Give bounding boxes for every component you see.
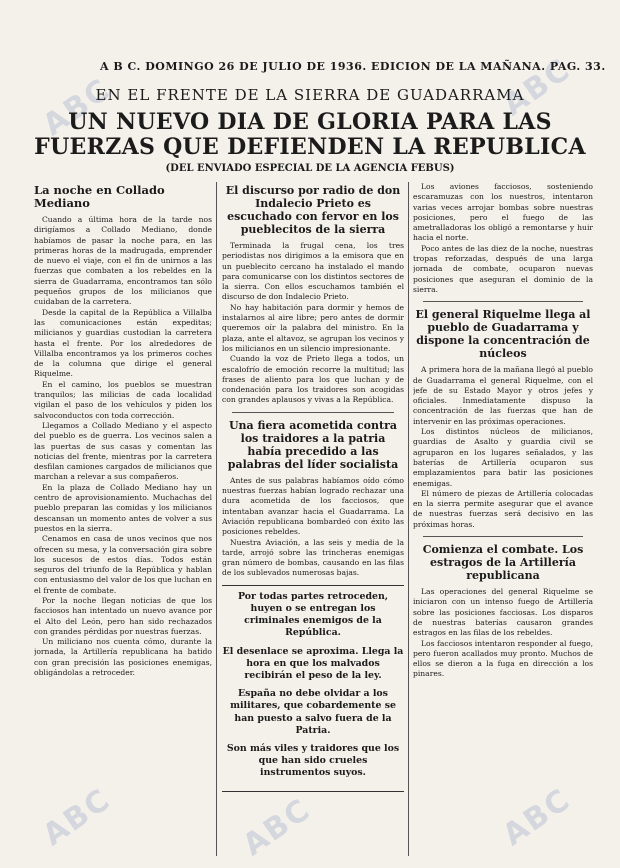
separator [423, 301, 583, 302]
highlight-box [222, 585, 404, 792]
col3-paragraph: El número de piezas de Artillería colocadas en la sierra permite asegurar que el avance de nuestras fuerzas será decisivo en las próximas horas. [413, 488, 593, 529]
abc-watermark-5: ABC [496, 781, 578, 854]
col3-paragraph: Los distintos núcleos de milicianos, guardias de Asalto y guardia civil se agruparon en los lugares señalados, y las baterías de Artillería ocuparon sus emplazamientos para batir las posiciones enemigas. [413, 427, 593, 488]
col2-heading: El discurso por radio de don Indalecio Prieto es escuchado con fervor en los pueblecitos de la sierra [225, 184, 401, 236]
col1-paragraph: Por la noche llegan noticias de que los facciosos han intentado un nuevo avance por el Alto del León, pero han sido rechazados con grandes pérdidas por nuestras fuerzas. [34, 595, 212, 636]
col2-paragraph: Nuestra Aviación, a las seis y media de la tarde, arrojó sobre las trincheras enemigas gran número de bombas, causando en las filas de los sublevados numerosas bajas. [222, 537, 404, 578]
byline: (DEL ENVIADO ESPECIAL DE LA AGENCIA FEBUS) [165, 163, 455, 174]
col2-paragraph: Cuando la voz de Prieto llega a todos, un escalofrío de emoción recorre la multitud; las frases de aliento para los que luchan y de condenación para los traidores son acogidas con grandes aplausos y vivas a la República. [222, 354, 404, 405]
box-line: Son más viles y traidores que los que han sido crueles instrumentos suyos. [226, 742, 400, 779]
col1-paragraph: Cuando a última hora de la tarde nos dirigíamos a Collado Mediano, donde habíamos de pasar la noche para, en las primeras horas de la madrugada, emprender de nuevo el viaje, con el fin de unirnos a las fuerzas que combaten a los rebeldes en la sierra de Guadarrama, encontramos tan sólo pequeños grupos de los milicianos que cuidaban de la carretera. [34, 215, 212, 307]
col2-paragraph: No hay habitación para dormir y hemos de instalarnos al aire libre; pero antes de dormir queremos oír la palabra del ministro. En la plaza, ante el altavoz, se agrupan los vecinos y los milicianos en un silencio impresionante. [222, 302, 404, 353]
col3-paragraph: Las operaciones del general Riquelme se iniciaron con un intenso fuego de Artillería sobre las posiciones facciosas. Los disparos de nuestras baterías causaron grandes estragos en las filas de los rebeldes. [413, 587, 593, 638]
col1-paragraph: Llegamos a Collado Mediano y el aspecto del pueblo es de guerra. Los vecinos salen a las puertas de sus casas y comentan las noticias del frente, mientras por la carretera desfilan camiones cargados de milicianos que marchan a relevar a sus compañeros. [34, 420, 212, 482]
column-3 [413, 182, 593, 858]
col1-paragraph: Un miliciano nos cuenta cómo, durante la jornada, la Artillería republicana ha batido con gran precisión las posiciones enemigas, obligándolas a retroceder. [34, 637, 212, 678]
main-headline: UN NUEVO DIA DE GLORIA PARA LAS FUERZAS QUE DEFIENDEN LA REPUBLICA [34, 109, 586, 160]
box-line: El desenlace se aproxima. Llega la hora en que los malvados recibirán el peso de la ley. [222, 645, 404, 681]
col1-paragraph: En la plaza de Collado Mediano hay un centro de aprovisionamiento. Muchachas del pueblo preparan las comidas y los milicianos descansan un momento antes de volver a sus puestos en la sierra. [34, 482, 212, 533]
abc-watermark-4: ABC [236, 791, 318, 864]
col1-paragraph: Desde la capital de la República a Villalba las comunicaciones están expeditas; milicianos y guardias custodian la carretera hasta el frente. Por los alrededores de Villalba encontramos ya los primeros coches de la columna que dirige el general Riquelme. [34, 307, 212, 379]
column-2 [222, 182, 404, 858]
col2-paragraph: Antes de sus palabras habíamos oído cómo nuestras fuerzas habían logrado rechazar una dura acometida de los facciosos, que intentaban avanzar hacia el Guadarrama. La Aviación republicana bombardeó con éxito las posiciones rebeldes. [222, 475, 404, 537]
column-rule-2 [408, 182, 409, 856]
col1-paragraph: Cenamos en casa de unos vecinos que nos ofrecen su mesa, y la conversación gira sobre los sucesos de estos días. Todos están seguros del triunfo de la República y hablan con entusiasmo del valor de los que luchan en el frente de combate. [34, 534, 212, 595]
abc-watermark-1: ABC [36, 71, 118, 144]
box-line: España no debe olvidar a los militares, que cobardemente se han puesto a salvo fuera de la Patria. [230, 688, 396, 736]
col3-paragraph: A primera hora de la mañana llegó al pueblo de Guadarrama el general Riquelme, con el jefe de su Estado Mayor y otros jefes y oficiales. Inmediatamente dispuso la concentración de las fuerzas que han de intervenir en las próximas operaciones. [413, 365, 593, 426]
col2-heading-2: Una fiera acometida contra los traidores a la patria había precedido a las palabras del líder socialista [227, 418, 399, 471]
col3-paragraph: Los facciosos intentaron responder al fuego, pero fueron acallados muy pronto. Muchos de ellos se dieron a la fuga en dirección a los pinares. [413, 638, 593, 679]
col1-paragraph: En el camino, los pueblos se muestran tranquilos; las milicias de cada localidad vigilan el paso de los vehículos y piden los salvoconductos con toda corrección. [34, 379, 212, 420]
abc-watermark-3: ABC [36, 781, 118, 854]
col3-heading: El general Riquelme llega al pueblo de Guadarrama y dispone la concentración de núcleos [415, 308, 591, 361]
box-line: Por todas partes retroceden, huyen o se entregan los criminales enemigos de la República. [237, 590, 389, 639]
col2-paragraph: Terminada la frugal cena, los tres periodistas nos dirigimos a la emisora que en un pueblecito cercano ha instalado el mando para comunicarse con los distintos sectores de la sierra. Con ellos escuchamos también el discurso de don Indalecio Prieto. [222, 241, 404, 302]
separator [423, 536, 583, 537]
separator [232, 412, 394, 413]
page-folio: A B C. DOMINGO 26 DE JULIO DE 1936. EDICION DE LA MAÑANA. PAG. 33. [100, 60, 606, 73]
col3-paragraph: Poco antes de las diez de la noche, nuestras tropas reforzadas, después de una larga jornada de combate, ocuparon nuevas posiciones que aseguran el dominio de la sierra. [413, 243, 593, 294]
col1-heading: La noche en Collado Mediano [34, 183, 165, 210]
abc-watermark-2: ABC [496, 51, 578, 124]
column-1 [34, 182, 212, 858]
column-rule-1 [216, 182, 217, 856]
col3-paragraph: Los aviones facciosos, sosteniendo escaramuzas con los nuestros, intentaron varias veces arrojar bombas sobre nuestras posiciones, pero el fuego de las ametralladoras los obligó a remontarse y huir hacia el norte. [413, 182, 593, 243]
section-kicker: EN EL FRENTE DE LA SIERRA DE GUADARRAMA [95, 86, 525, 104]
col3-heading-2: Comienza el combate. Los estragos de la Artillería republicana [422, 543, 584, 583]
